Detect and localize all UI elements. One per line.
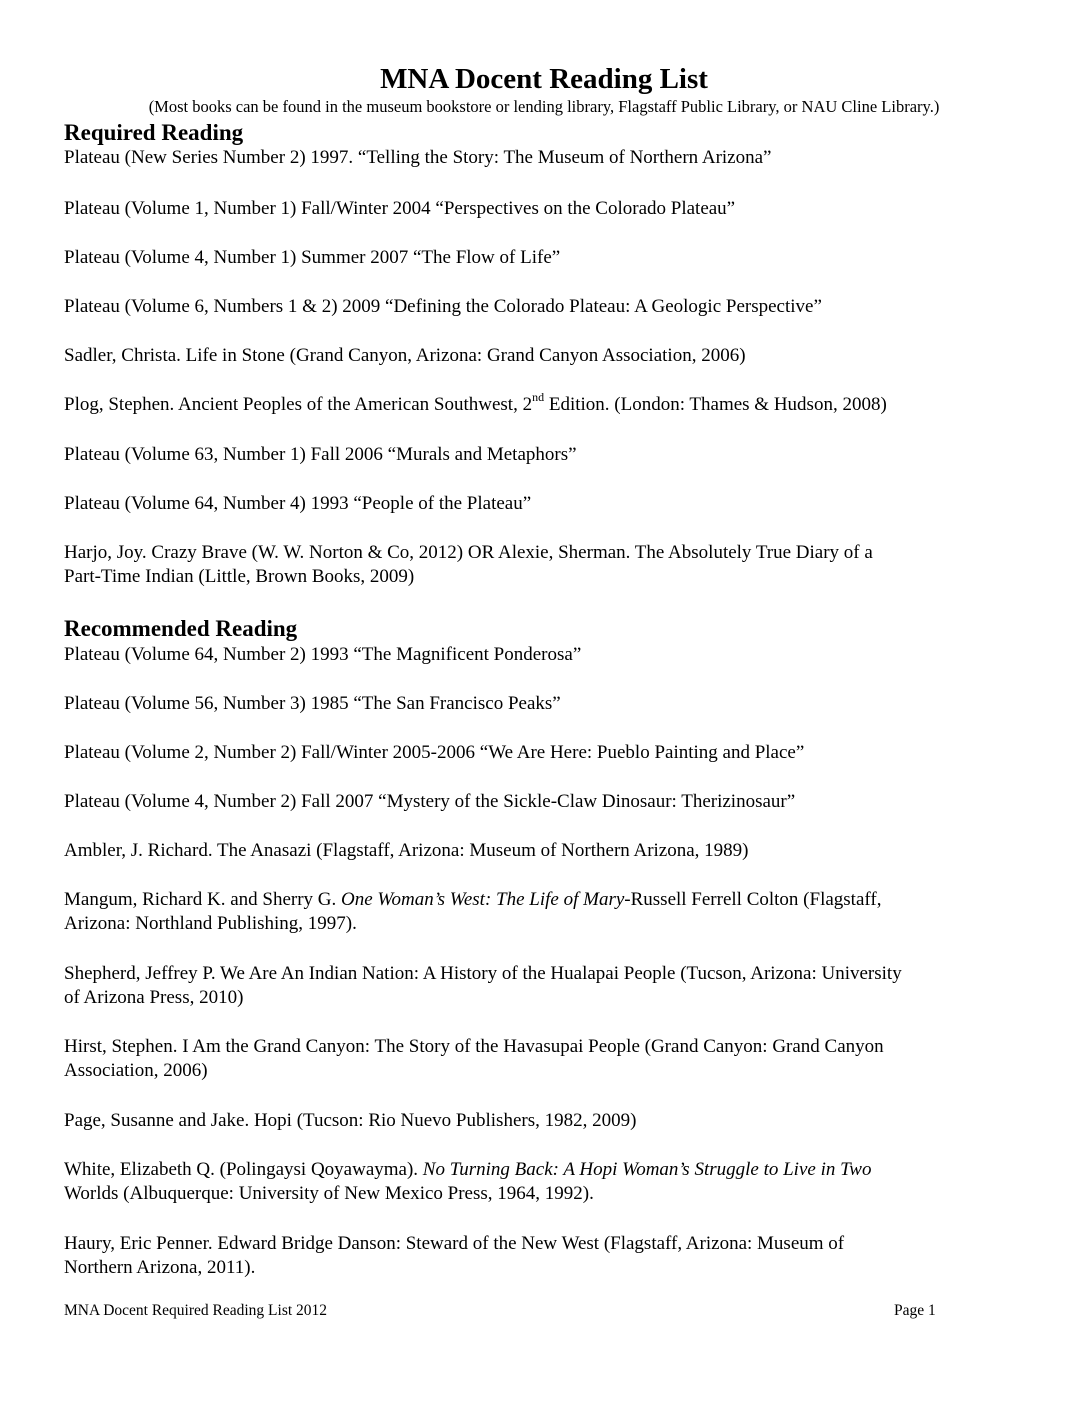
entry-line [64,790,1024,814]
recommended-entry [64,692,1024,716]
entry-text: White, Elizabeth Q. (Polingaysi Qoyawayma). [64,1159,423,1180]
section-heading-required: Required Reading [64,120,244,145]
entry-line [64,565,1024,589]
entry-text: Ambler, J. Richard. The Anasazi (Flagstaff, Arizona: Museum of Northern Arizona, 1989) [64,840,749,861]
recommended-entry [64,962,1024,1010]
required-entry [64,492,1024,516]
entry-text: Arizona: Northland Publishing, 1997). [64,913,357,934]
entry-text: Plateau (Volume 1, Number 1) Fall/Winter 2004 “Perspectives on the Colorado Plateau” [64,198,736,219]
superscript-text: nd [532,389,545,404]
entry-text: Plateau (Volume 4, Number 1) Summer 2007 “The Flow of Life” [64,247,561,268]
entry-line [64,344,1024,368]
required-entry [64,541,1024,589]
entry-line [64,912,1024,936]
entry-line [64,443,1024,467]
required-entry [64,344,1024,368]
required-entry [64,197,1024,221]
entry-text: Plog, Stephen. Ancient Peoples of the American Southwest, 2 [64,394,533,415]
entry-line [64,1256,1024,1280]
entry-text: Plateau (Volume 2, Number 2) Fall/Winter 2005-2006 “We Are Here: Pueblo Painting and Place” [64,742,805,763]
entry-text: Plateau (Volume 56, Number 3) 1985 “The San Francisco Peaks” [64,693,561,714]
entry-line [64,962,1024,986]
entry-text: Sadler, Christa. Life in Stone (Grand Canyon, Arizona: Grand Canyon Association, 2006) [64,345,746,366]
entry-text: Plateau (Volume 64, Number 4) 1993 “People of the Plateau” [64,493,532,514]
entry-text: Harjo, Joy. Crazy Brave (W. W. Norton & Co, 2012) OR Alexie, Sherman. The Absolutely True Diary of a [64,542,873,563]
required-entry [64,443,1024,467]
required-entry [64,389,1024,417]
footer-label: MNA Docent Required Reading List 2012 [64,1302,328,1319]
entry-line [64,839,1024,863]
recommended-entry [64,1232,1024,1280]
section-heading-recommended: Recommended Reading [64,616,298,641]
entry-line [64,643,1024,667]
entry-text: Plateau (Volume 63, Number 1) Fall 2006 “Murals and Metaphors” [64,444,577,465]
entry-line [64,888,1024,912]
entry-line [64,741,1024,765]
entry-line [64,1109,1024,1133]
entry-line [64,1158,1024,1182]
entry-line [64,541,1024,565]
entry-text: Haury, Eric Penner. Edward Bridge Danson: Steward of the New West (Flagstaff, Arizona: Museum of [64,1233,845,1254]
page-number: Page 1 [894,1302,936,1319]
entry-line [64,197,1024,221]
entry-text: Plateau (Volume 64, Number 2) 1993 “The Magnificent Ponderosa” [64,644,582,665]
recommended-entry [64,1109,1024,1133]
entry-text: Association, 2006) [64,1060,208,1081]
required-entry [64,295,1024,319]
recommended-entry [64,1158,1024,1206]
entry-text: Northern Arizona, 2011). [64,1257,256,1278]
italic-title-text: No Turning Back: A Hopi Woman’s Struggle to Live in Two [422,1159,872,1180]
entry-line [64,986,1024,1010]
entry-text: Mangum, Richard K. and Sherry G. [64,889,342,910]
entry-text: Plateau (New Series Number 2) 1997. “Telling the Story: The Museum of Northern Arizona” [64,147,772,168]
entry-line [64,1059,1024,1083]
entry-text: Edition. (London: Thames & Hudson, 2008) [544,394,887,415]
entry-text: of Arizona Press, 2010) [64,987,244,1008]
recommended-entry [64,1035,1024,1083]
entry-text: Plateau (Volume 6, Numbers 1 & 2) 2009 “Defining the Colorado Plateau: A Geologic Perspective” [64,296,822,317]
recommended-entry [64,643,1024,667]
document-title: MNA Docent Reading List [380,63,708,95]
entry-line [64,1035,1024,1059]
italic-title-text: One Woman’s West: The Life of Mary [341,889,625,910]
recommended-entry [64,790,1024,814]
entry-text: Hirst, Stephen. I Am the Grand Canyon: The Story of the Havasupai People (Grand Canyon: Grand Canyon [64,1036,884,1057]
entry-text: -Russell Ferrell Colton (Flagstaff, [624,889,882,910]
entry-text: Shepherd, Jeffrey P. We Are An Indian Nation: A History of the Hualapai People (Tucson, Arizona: University [64,963,902,984]
recommended-entry [64,839,1024,863]
entry-line [64,492,1024,516]
required-entry [64,146,1024,170]
entry-line [64,1232,1024,1256]
entry-text: Plateau (Volume 4, Number 2) Fall 2007 “Mystery of the Sickle-Claw Dinosaur: Therizinosaur” [64,791,796,812]
entry-line [64,295,1024,319]
document-subtitle: (Most books can be found in the museum bookstore or lending library, Flagstaff Public Library, or NAU Cline Library.) [148,97,940,116]
entry-line [64,389,1024,417]
entry-text: Part-Time Indian (Little, Brown Books, 2009) [64,566,415,587]
required-entry [64,246,1024,270]
entry-line [64,146,1024,170]
recommended-entry [64,741,1024,765]
entry-line [64,692,1024,716]
entry-line [64,246,1024,270]
entry-line [64,1182,1024,1206]
entry-text: Page, Susanne and Jake. Hopi (Tucson: Rio Nuevo Publishers, 1982, 2009) [64,1110,637,1131]
recommended-entry [64,888,1024,936]
entry-text: Worlds (Albuquerque: University of New Mexico Press, 1964, 1992). [64,1183,594,1204]
